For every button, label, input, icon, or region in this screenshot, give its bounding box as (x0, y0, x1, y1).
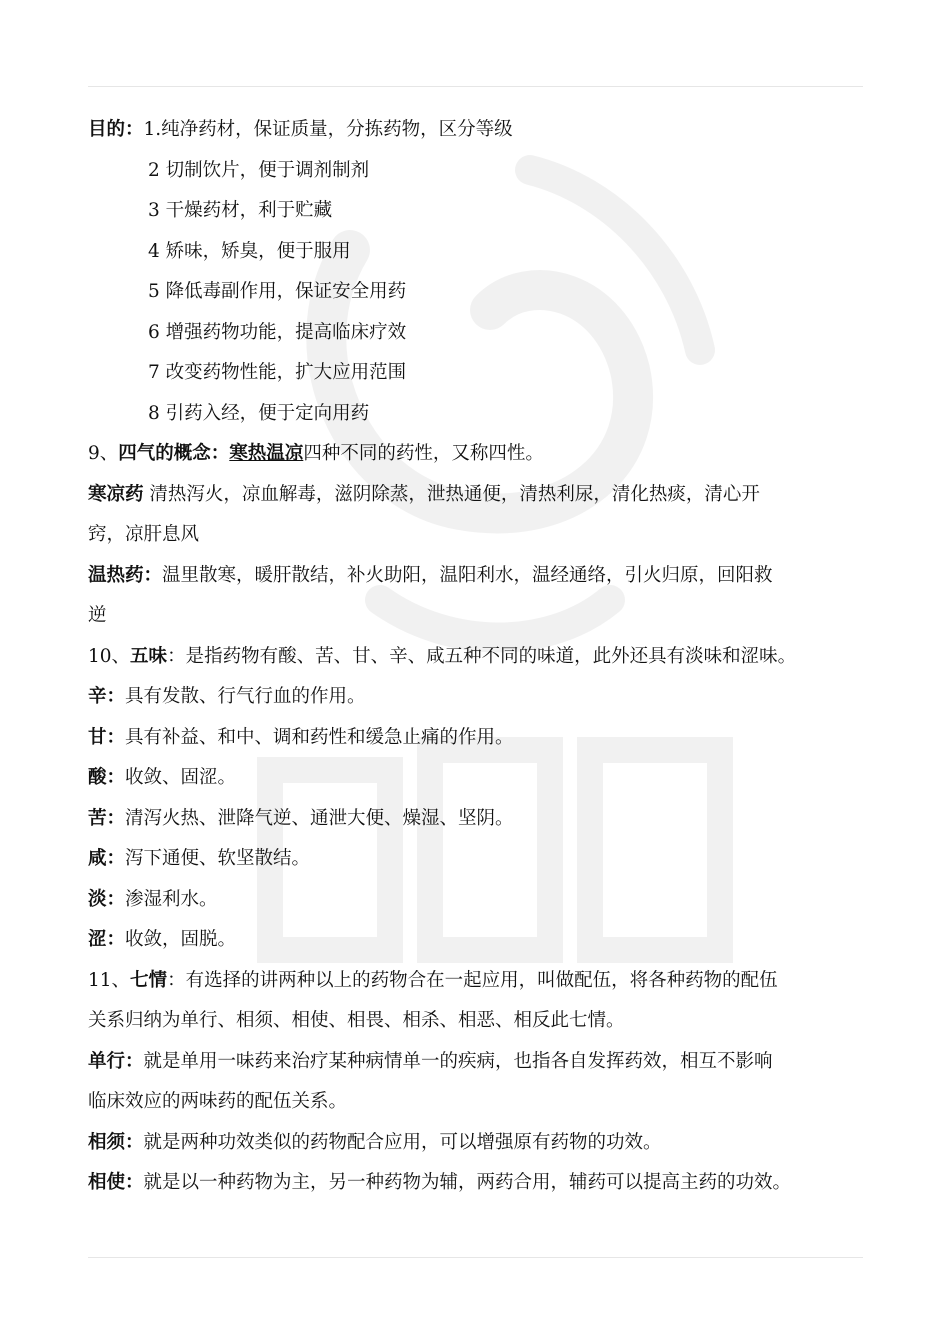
term-text: 泻下通便、软坚散结。 (125, 848, 311, 869)
term-label: 寒凉药 (88, 483, 144, 505)
cold-cool-line (88, 475, 878, 516)
flavor-pungent (88, 677, 878, 718)
term-label: 相须： (88, 1131, 144, 1153)
term-label: 苦： (88, 807, 126, 829)
section-heading: 四气的概念： (118, 443, 230, 464)
term-label: 涩： (88, 929, 126, 950)
footer-rule (88, 1257, 863, 1258)
purpose-item-2: 2 切制饮片，便于调剂制剂 (148, 159, 370, 181)
term-label: 温热药： (88, 564, 163, 586)
purpose-text: 1.纯净药材，保证质量，分拣药物，区分等级 (143, 119, 513, 140)
underlined-term: 寒热温凉 (229, 443, 304, 464)
flavor-sweet (88, 718, 878, 759)
purpose-item-6: 6 增强药物功能，提高临床疗效 (148, 321, 407, 343)
term-text: 具有发散、行气行血的作用。 (125, 686, 366, 707)
purpose-item-5: 5 降低毒副作用，保证安全用药 (148, 281, 407, 302)
warm-hot-line (88, 556, 878, 597)
term-text: 清热泻火，凉血解毒，滋阴除蒸，泄热通便，清热利尿，清化热痰，清心开 (143, 483, 760, 505)
section-number: 11、 (88, 969, 131, 991)
seven-emotions-cont: 关系归纳为单行、相须、相使、相畏、相杀、相恶、相反此七情。 (88, 1010, 625, 1031)
flavor-astringent (88, 920, 878, 961)
term-text: 温里散寒，暖肝散结，补火助阳，温阳利水，温经通络，引火归原，回阳救 (162, 564, 773, 586)
purpose-item-1 (88, 110, 878, 151)
term-label: 甘： (88, 726, 126, 748)
section-number: 9、 (88, 443, 119, 464)
mutual-reinforcement-line (88, 1123, 878, 1164)
term-label: 相使： (88, 1172, 144, 1193)
term-label: 淡： (88, 888, 126, 910)
term-text: 具有补益、和中、调和药性和缓急止痛的作用。 (125, 726, 514, 748)
purpose-item-4: 4 矫味，矫臭，便于服用 (148, 240, 351, 262)
section-text: ：有选择的讲两种以上的药物合在一起应用，叫做配伍，将各种药物的配伍 (167, 969, 778, 991)
purpose-item-3: 3 干燥药材，利于贮藏 (148, 200, 333, 221)
flavor-bitter (88, 799, 878, 840)
term-text: 渗湿利水。 (125, 888, 218, 910)
flavor-sour (88, 758, 878, 799)
term-text: 清泻火热、泄降气逆、通泄大便、燥湿、坚阴。 (125, 807, 514, 829)
cold-cool-line-cont: 窍，凉肝息风 (88, 524, 200, 545)
header-rule (88, 86, 863, 87)
purpose-item-8: 8 引药入经，便于定向用药 (148, 402, 370, 424)
term-label: 咸： (88, 848, 126, 869)
term-text: 收敛、固涩。 (125, 767, 237, 788)
term-label: 辛： (88, 686, 126, 707)
section-heading: 七情 (130, 969, 168, 991)
term-label: 酸： (88, 767, 126, 788)
single-use-line-cont: 临床效应的两味药的配伍关系。 (88, 1091, 348, 1112)
section-seven-emotions (88, 961, 878, 1002)
section-text: ：是指药物有酸、苦、甘、辛、咸五种不同的味道，此外还具有淡味和涩味。 (167, 645, 797, 667)
section-number: 10、 (88, 645, 131, 667)
term-text: 就是单用一味药来治疗某种病情单一的疾病，也指各自发挥药效，相互不影响 (143, 1050, 773, 1072)
warm-hot-line-cont: 逆 (88, 605, 107, 626)
term-text: 就是以一种药物为主，另一种药物为辅，两药合用，辅药可以提高主药的功效。 (143, 1172, 792, 1193)
section-text: 四种不同的药性，又称四性。 (303, 443, 544, 464)
flavor-bland (88, 880, 878, 921)
term-label: 单行： (88, 1050, 144, 1072)
purpose-label: 目的： (88, 119, 144, 140)
document-body (88, 110, 878, 1204)
section-four-qi (88, 434, 878, 475)
mutual-assistance-line (88, 1163, 878, 1204)
section-heading: 五味 (130, 645, 168, 667)
single-use-line (88, 1042, 878, 1083)
section-five-flavors (88, 637, 878, 678)
purpose-item-7: 7 改变药物性能，扩大应用范围 (148, 362, 407, 383)
flavor-salty (88, 839, 878, 880)
term-text: 收敛，固脱。 (125, 929, 237, 950)
term-text: 就是两种功效类似的药物配合应用，可以增强原有药物的功效。 (143, 1131, 662, 1153)
